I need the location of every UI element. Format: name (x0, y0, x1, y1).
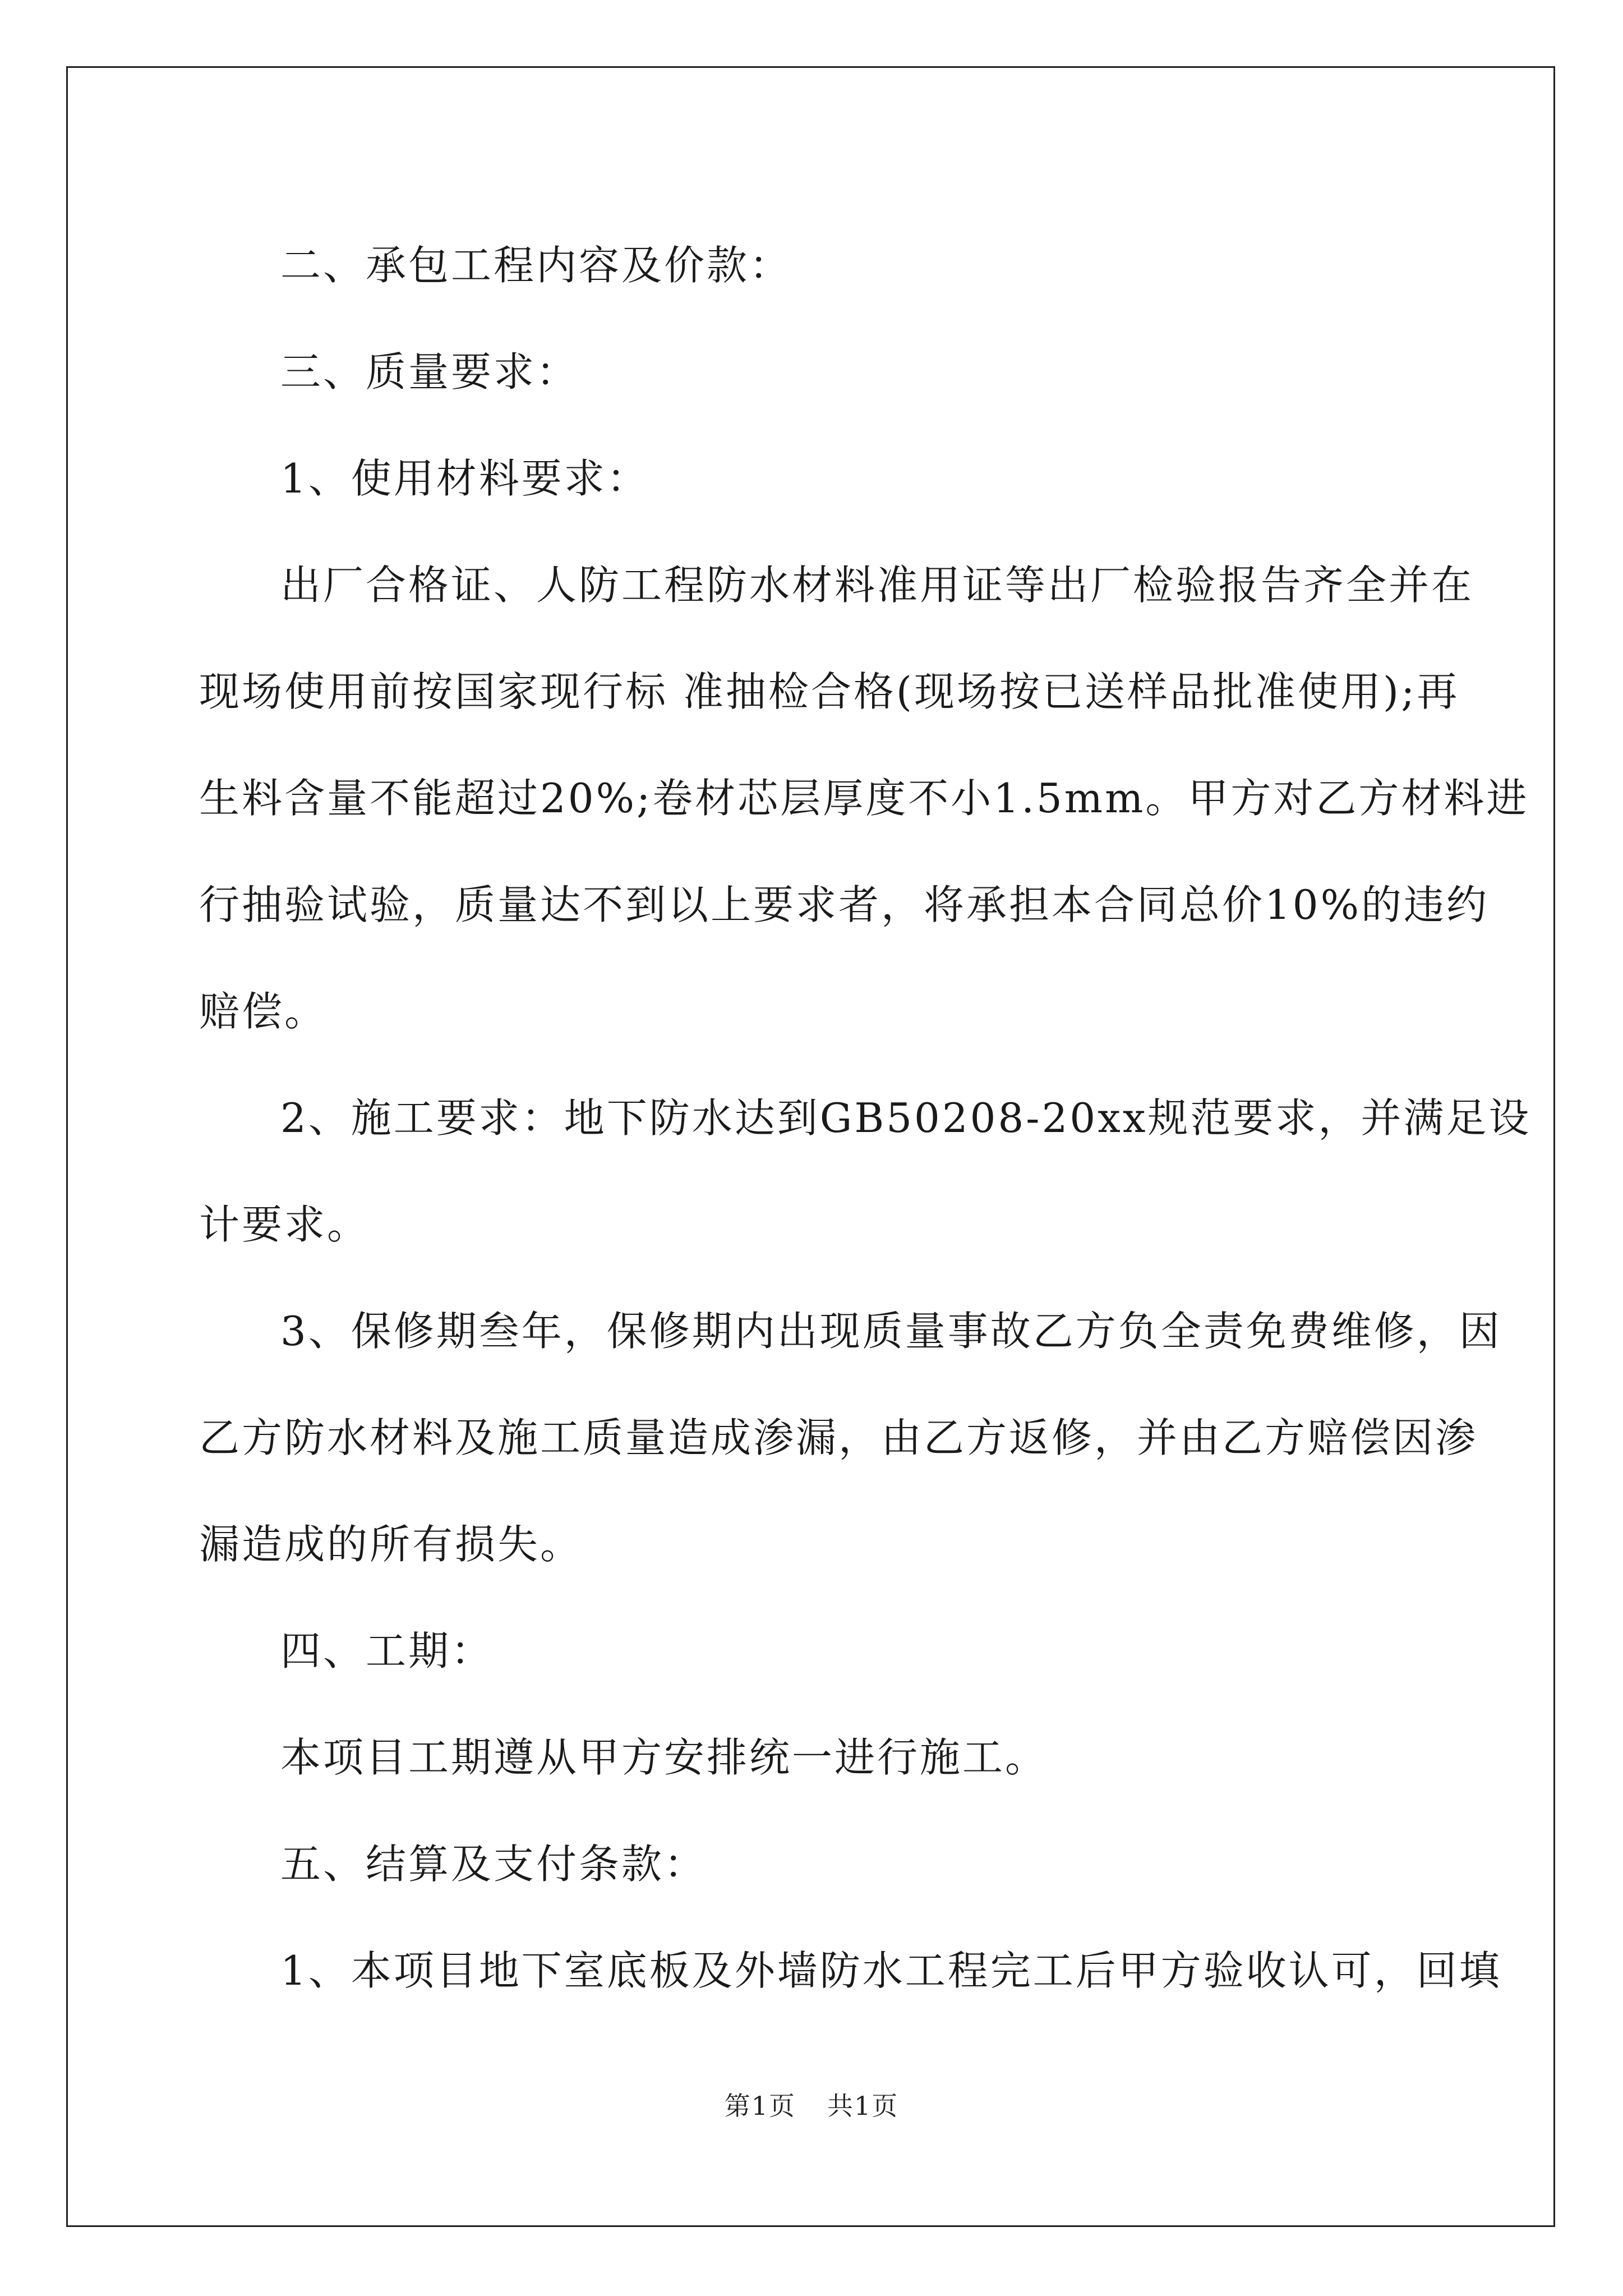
paragraph-line: 3、保修期叁年，保修期内出现质量事故乙方负全责免费维修，因 (280, 1308, 1502, 1355)
heading-settlement-payment: 五、结算及支付条款： (280, 1841, 707, 1888)
page-footer (0, 2086, 1623, 2123)
document-body (199, 212, 1532, 2024)
paragraph-line: 本项目工期遵从甲方安排统一进行施工。 (280, 1734, 1048, 1781)
page-total: 共1页 (827, 2091, 899, 2121)
paragraph-line: 乙方防水材料及施工质量造成渗漏，由乙方返修，并由乙方赔偿因渗 (199, 1414, 1478, 1461)
page-number: 第1页 (724, 2091, 796, 2121)
paragraph-line: 出厂合格证、人防工程防水材料准用证等出厂检验报告齐全并在 (280, 562, 1474, 609)
paragraph-line: 漏造成的所有损失。 (199, 1521, 583, 1568)
heading-contract-content: 二、承包工程内容及价款： (280, 242, 792, 289)
heading-schedule: 四、工期： (280, 1627, 494, 1674)
paragraph-line: 1、本项目地下室底板及外墙防水工程完工后甲方验收认可，回填 (280, 1947, 1502, 1994)
paragraph-line: 赔偿。 (199, 988, 328, 1035)
paragraph-line: 现场使用前按国家现行标 准抽检合格(现场按已送样品批准使用);再 (199, 668, 1460, 715)
paragraph-line: 生料含量不能超过20%;卷材芯层厚度不小1.5mm。甲方对乙方材料进 (199, 775, 1529, 822)
paragraph-line: 2、施工要求：地下防水达到GB50208-20xx规范要求，并满足设 (280, 1094, 1532, 1142)
paragraph-line: 计要求。 (199, 1201, 370, 1248)
paragraph-line: 行抽验试验，质量达不到以上要求者，将承担本合同总价10%的违约 (199, 881, 1490, 928)
subheading-material-requirements: 1、使用材料要求： (280, 455, 649, 502)
heading-quality-requirements: 三、质量要求： (280, 348, 579, 395)
